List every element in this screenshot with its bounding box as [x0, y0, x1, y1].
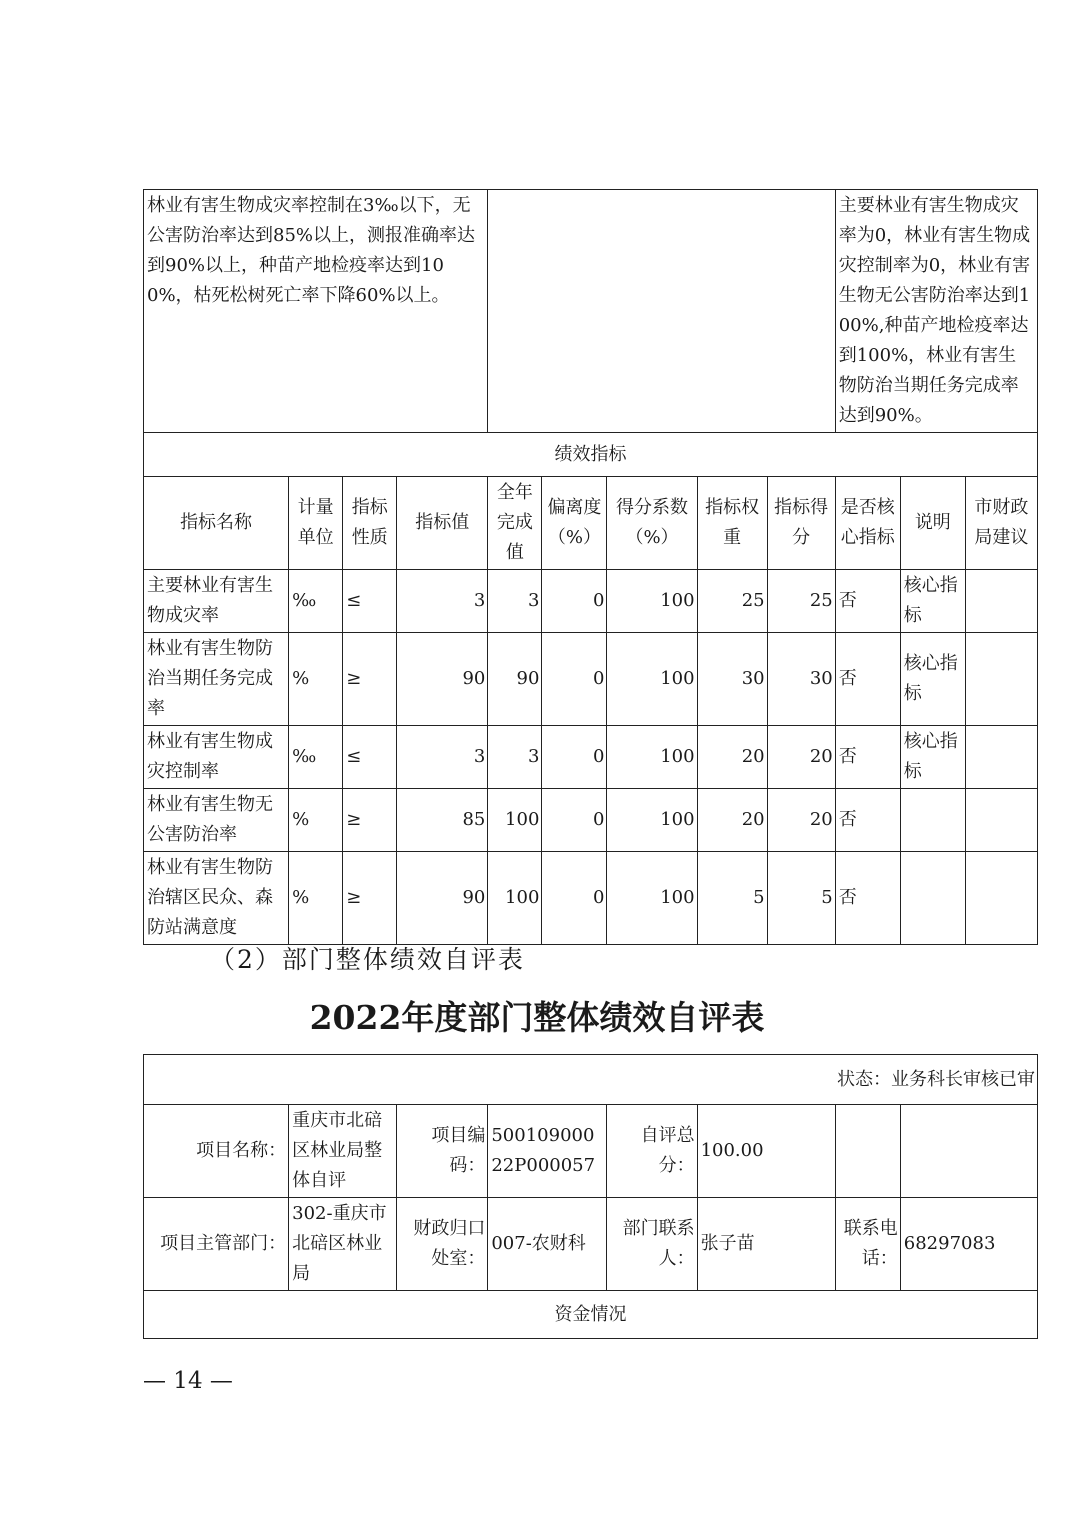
self-score-label: 自评总分： [607, 1105, 697, 1198]
deviation: 0 [542, 789, 607, 852]
advice [965, 789, 1037, 852]
weight: 20 [697, 789, 767, 852]
note [900, 789, 965, 852]
page-number: — 14 — [143, 1368, 233, 1394]
table-header-row [144, 477, 1038, 570]
indicator-name: 林业有害生物无公害防治率 [144, 789, 289, 852]
actual-value: 3 [488, 570, 542, 633]
score-coefficient: 100 [607, 852, 697, 945]
note: 核心指标 [900, 726, 965, 789]
actual-value: 100 [488, 852, 542, 945]
header-cell: 指标性质 [343, 477, 397, 570]
target-value: 3 [397, 570, 488, 633]
table-row [144, 789, 1038, 852]
project-code-label: 项目编码： [397, 1105, 488, 1198]
contact-value: 张子苗 [697, 1198, 835, 1291]
blank-cell [488, 190, 835, 433]
blank-cell [835, 1105, 900, 1198]
deviation: 0 [542, 633, 607, 726]
score: 30 [767, 633, 835, 726]
nature: ≤ [343, 726, 397, 789]
document-title: 2022年度部门整体绩效自评表 [309, 998, 765, 1037]
score-coefficient: 100 [607, 726, 697, 789]
unit: % [289, 633, 343, 726]
annual-result-text: 主要林业有害生物成灾率为0，林业有害生物成灾控制率为0，林业有害生物无公害防治率达到100%,种苗产地检疫率达到100%，林业有害生物防治当期任务完成率达到90%。 [835, 190, 1037, 433]
deviation: 0 [542, 852, 607, 945]
is-core: 否 [835, 789, 900, 852]
project-code-value: 50010900022P000057 [488, 1105, 607, 1198]
indicator-name: 林业有害生物防治当期任务完成率 [144, 633, 289, 726]
table-row [144, 726, 1038, 789]
header-cell: 指标值 [397, 477, 488, 570]
phone-value: 68297083 [900, 1198, 1037, 1291]
score: 20 [767, 726, 835, 789]
header-cell: 是否核心指标 [835, 477, 900, 570]
funds-section-label: 资金情况 [144, 1291, 1038, 1339]
score-coefficient: 100 [607, 789, 697, 852]
section-label-performance: 绩效指标 [144, 433, 1038, 477]
score: 25 [767, 570, 835, 633]
project-name-label: 项目名称： [144, 1105, 289, 1198]
header-cell: 得分系数（%） [607, 477, 697, 570]
advice [965, 633, 1037, 726]
advice [965, 570, 1037, 633]
section-heading: （2）部门整体绩效自评表 [210, 945, 525, 974]
actual-value: 90 [488, 633, 542, 726]
performance-indicator-table [143, 189, 1038, 945]
finance-office-label: 财政归口处室： [397, 1198, 488, 1291]
phone-label: 联系电话： [835, 1198, 900, 1291]
deviation: 0 [542, 726, 607, 789]
deviation: 0 [542, 570, 607, 633]
nature: ≥ [343, 633, 397, 726]
blank-cell [900, 1105, 1037, 1198]
weight: 20 [697, 726, 767, 789]
target-value: 85 [397, 789, 488, 852]
header-cell: 全年完成值 [488, 477, 542, 570]
project-name-value: 重庆市北碚区林业局整体自评 [289, 1105, 397, 1198]
actual-value: 3 [488, 726, 542, 789]
is-core: 否 [835, 570, 900, 633]
note [900, 852, 965, 945]
unit: ‰ [289, 570, 343, 633]
nature: ≤ [343, 570, 397, 633]
weight: 30 [697, 633, 767, 726]
finance-office-value: 007-农财科 [488, 1198, 607, 1291]
header-cell: 计量单位 [289, 477, 343, 570]
header-cell: 指标名称 [144, 477, 289, 570]
dept-value: 302-重庆市北碚区林业局 [289, 1198, 397, 1291]
nature: ≥ [343, 789, 397, 852]
header-cell: 市财政局建议 [965, 477, 1037, 570]
header-cell: 说明 [900, 477, 965, 570]
dept-self-eval-table [143, 1054, 1038, 1339]
weight: 25 [697, 570, 767, 633]
contact-label: 部门联系人： [607, 1198, 697, 1291]
table-row [144, 852, 1038, 945]
target-value: 90 [397, 633, 488, 726]
actual-value: 100 [488, 789, 542, 852]
target-value: 3 [397, 726, 488, 789]
is-core: 否 [835, 726, 900, 789]
dept-label: 项目主管部门： [144, 1198, 289, 1291]
score-coefficient: 100 [607, 633, 697, 726]
self-score-value: 100.00 [697, 1105, 835, 1198]
is-core: 否 [835, 633, 900, 726]
header-cell: 指标权重 [697, 477, 767, 570]
header-cell: 偏离度（%） [542, 477, 607, 570]
indicator-name: 林业有害生物成灾控制率 [144, 726, 289, 789]
score: 20 [767, 789, 835, 852]
advice [965, 726, 1037, 789]
annual-target-text: 林业有害生物成灾率控制在3‰以下，无公害防治率达到85%以上，测报准确率达到90%以上，种苗产地检疫率达到100%，枯死松树死亡率下降60%以上。 [144, 190, 488, 433]
table-row [144, 633, 1038, 726]
score-coefficient: 100 [607, 570, 697, 633]
advice [965, 852, 1037, 945]
table-row [144, 570, 1038, 633]
score: 5 [767, 852, 835, 945]
note: 核心指标 [900, 633, 965, 726]
note: 核心指标 [900, 570, 965, 633]
target-value: 90 [397, 852, 488, 945]
nature: ≥ [343, 852, 397, 945]
indicator-name: 林业有害生物防治辖区民众、森防站满意度 [144, 852, 289, 945]
header-cell: 指标得分 [767, 477, 835, 570]
unit: ‰ [289, 726, 343, 789]
indicator-name: 主要林业有害生物成灾率 [144, 570, 289, 633]
status-text: 状态：业务科长审核已审 [144, 1055, 1038, 1105]
unit: % [289, 852, 343, 945]
is-core: 否 [835, 852, 900, 945]
weight: 5 [697, 852, 767, 945]
unit: % [289, 789, 343, 852]
